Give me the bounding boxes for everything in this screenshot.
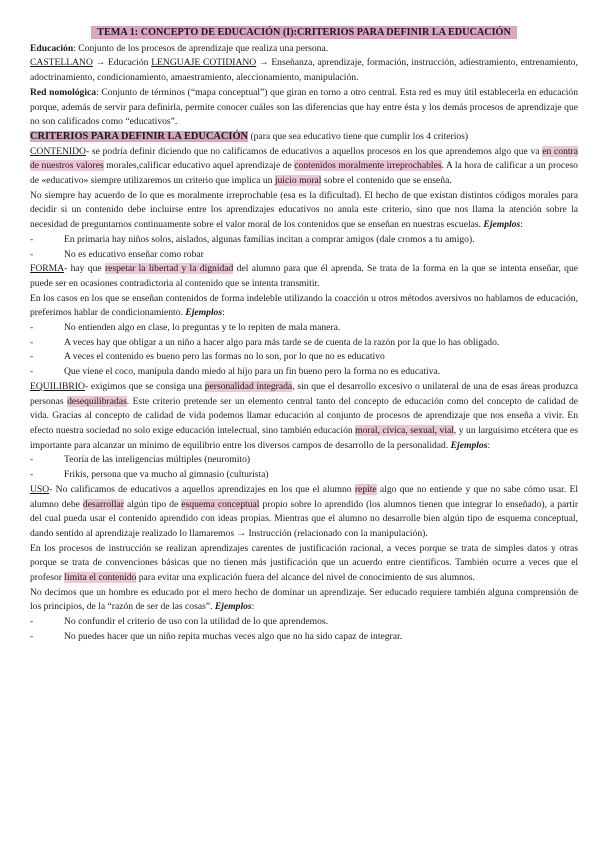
educacion-definition [30, 42, 578, 57]
term-contenido: CONTENIDO [30, 145, 86, 157]
contenido-text-2: morales,calificar educativo aquel aprendizaje de [103, 160, 295, 172]
title-row [30, 26, 578, 41]
list-dash: - [30, 233, 34, 245]
list-dash: - [30, 248, 34, 260]
list-item [30, 365, 578, 380]
contenido-highlight-1: en contra de nuestros valores [30, 145, 578, 172]
list-dash: - [30, 336, 34, 348]
uso-paragraph-2 [30, 542, 578, 586]
list-item-text: Frikis, persona que va mucho al gimnasio (culturista) [64, 469, 269, 481]
list-item [30, 630, 578, 645]
uso-text-4: propio sobre lo aprendido (los alumnos tienen que integrar lo enseñado), a partir del cual pueda usar el contenido aprendido con ideas propias. Mientras que el alumno no desarrolle bien algún tipo de esquema conceptual, dando sentido al aprendizaje realizado lo llamaremos → Instrucción (relacionado con la manipulación). [30, 498, 579, 539]
list-item-text: No es educativo enseñar como robar [64, 248, 204, 260]
list-dash: - [30, 616, 34, 628]
list-item-text: En primaria hay niños solos, aislados, algunas familias incitan a comprar amigos (dale cromos a tu amigo). [64, 233, 475, 245]
list-item-text: Que viene el coco, manipula dando miedo al hijo para un fin bueno pero la forma no es educativa. [64, 366, 441, 378]
list-item [30, 453, 578, 468]
forma-text-2: del alumno para que él aprenda. Se trata de la forma en la que se intenta enseñar, que puede ser en ocasiones contradictoria al contenido que se intenta transmitir. [30, 263, 578, 289]
equilibrio-paragraph: EQUILIBRIO- exigimos que se consiga una personalidad integrada, sin que el desarrollo excesivo o unilateral de una de esas áreas produzca personas desequilibradas. Este criterio pretende ser un elemento central tanto del concepto de educación como del concepto de calidad de vida. Gracias al concepto de calidad de vida podemos llamar educación al conjunto de procesos de aprendizaje que nos enseña a vivir. En efecto nuestra sociedad no solo exige educación intelectual, sino también educación moral, cívica, sexual, vial, y un larguísimo etcétera que es importante para alcanzar un mínimo de equilibrio entre los diversos campos de desarrollo de la personalidad. Ejemplos: [30, 380, 579, 451]
list-item [30, 233, 578, 248]
uso-highlight-1: repite [354, 483, 377, 495]
list-item-text: No confundir el criterio de uso con la utilidad de lo que aprendemos. [64, 616, 329, 628]
uso-p2-text-a: En los procesos de instrucción se realizan aprendizajes carentes de justificación racional, a veces porque se trata de simples datos y otras porque se trata de convenciones básicas que no tienen más justificación que un acuerdo entre científicos. También ocurre a veces que el profesor [30, 542, 578, 584]
list-item-text: A veces el contenido es bueno pero las formas no lo son, por lo que no es educativo [64, 351, 385, 363]
page-title: TEMA 1: CONCEPTO DE EDUCACIÓN (I):CRITERIOS PARA DEFINIR LA EDUCACIÓN [91, 26, 517, 39]
uso-text-2: algo que no entiende y que no sabe cómo usar. El alumno debe [30, 483, 579, 510]
document-page [30, 26, 578, 645]
red-nomologica-text: : Conjunto de términos (“mapa conceptual”) que giran en torno a otro central. Esta red es muy útil establecerla en educación porque, además de servir para definirla, permite conocer cuáles son las diferencias que hay entre ésta y los demás procesos de aprendizaje que no son calificados como “educativos”. [30, 86, 578, 128]
uso-text-1: - No calificamos de educativos a aquellos aprendizajes en los que el alumno [49, 483, 355, 495]
uso-paragraph-3: No decimos que un hombre es educado por el mero hecho de dominar un aprendizaje. Ser educado requiere también alguna comprensión de los principios, de la “razón de ser de las cosas”. Ejemplos: [30, 586, 578, 613]
list-dash: - [30, 366, 34, 378]
equilibrio-highlight-1: personalidad integrada [204, 380, 293, 392]
uso-p2-text-b: para evitar una explicación fuera del alcance del nivel de conocimiento de sus alumnos. [136, 572, 475, 584]
contenido-paragraph-2: No siempre hay acuerdo de lo que es moralmente irreprochable (esa es la dificultad). El hecho de que existan distintos códigos morales para decidir si un contenido debe incluirse entre los aprendizajes educativos no anula este criterio, sino que nos llama la atención sobre la necesidad de preguntarnos continuamente sobre el valor moral de los contenidos que se enseñan en nuestras escuelas. Ejemplos: [30, 189, 578, 231]
ejemplos-label: Ejemplos [450, 439, 488, 451]
ejemplos-label: Ejemplos [214, 601, 252, 613]
list-dash: - [30, 322, 34, 334]
term-equilibrio: EQUILIBRIO [30, 380, 85, 392]
term-red-nomologica: Red nomológica [30, 86, 97, 98]
uso-highlight-3: esquema conceptual [181, 498, 260, 510]
list-dash: - [30, 351, 34, 363]
contenido-highlight-2: contenidos moralmente irreprochables [294, 160, 442, 172]
list-item-text: Teoría de las inteligencias múltiples (neuromito) [64, 454, 251, 466]
criterios-heading: CRITERIOS PARA DEFINIR LA EDUCACIÓN [30, 130, 249, 142]
list-item [30, 321, 578, 336]
arrow-educacion: → Educación [92, 57, 152, 69]
criterios-note: (para que sea educativo tiene que cumplir los 4 criterios) [248, 130, 469, 142]
educacion-text: : Conjunto de los procesos de aprendizaje que realiza una persona. [73, 42, 329, 54]
uso-highlight-2: desarrollar [82, 498, 124, 510]
red-nomologica [30, 86, 578, 130]
castellano-line [30, 56, 578, 85]
list-item-text: A veces hay que obligar a un niño a hacer algo para más tarde se de cuenta de la razón por la que lo has obligado. [64, 336, 500, 348]
contenido-text-3: . A la hora de calificar a un proceso de «educativo» siempre utilizaremos un criterio que implica un [30, 160, 578, 187]
uso-paragraph [30, 483, 578, 542]
list-item [30, 468, 578, 483]
term-lenguaje-cotidiano: LENGUAJE COTIDIANO [151, 57, 257, 69]
equilibrio-highlight-3: moral, cívica, sexual, vial [355, 424, 454, 436]
term-educacion: Educación [30, 42, 74, 54]
uso-p2-highlight: limita el contenido [64, 572, 137, 584]
forma-paragraph-2: En los casos en los que se enseñan contenidos de forma indeleble utilizando la coacción u otros métodos aversivos no hablamos de educación, preferimos hablar de condicionamiento. Ejemplos: [30, 292, 578, 319]
list-item [30, 350, 578, 365]
ejemplos-label: Ejemplos [185, 307, 223, 319]
criterios-heading-line [30, 130, 578, 145]
contenido-paragraph [30, 145, 578, 189]
equilibrio-highlight-2: desequilibradas [67, 395, 127, 407]
lenguaje-list: → Enseñanza, aprendizaje, formación, instrucción, adiestramiento, entrenamiento, adoctrinamiento, condicionamiento, amaestramiento, aleccionamiento, manipulación. [30, 57, 579, 84]
uso-text-3: algún tipo de [123, 498, 182, 510]
list-dash: - [30, 454, 34, 466]
equilibrio-text-4: , y un larguísimo etcétera que es importante para alcanzar un mínimo de equilibrio entre los diversos campos de desarrollo de la personalidad. [30, 424, 578, 451]
forma-p2-text: En los casos en los que se enseñan contenidos de forma indeleble utilizando la coacción u otros métodos aversivos no hablamos de educación, preferimos hablar de condicionamiento. [30, 292, 578, 319]
contenido-text-4: sobre el contenido que se enseña. [321, 175, 452, 187]
list-item-text: No entienden algo en clase, lo preguntas y te lo repiten de mala manera. [64, 322, 341, 334]
list-item-text: No puedes hacer que un niño repita muchas veces algo que no ha sido capaz de integrar. [64, 630, 403, 642]
forma-highlight-1: respetar la libertad y la dignidad [104, 263, 234, 275]
list-item [30, 615, 578, 630]
equilibrio-text-2: , sin que el desarrollo excesivo o unilateral de una de esas áreas produzca personas [30, 380, 579, 407]
contenido-text-1: - se podría definir diciendo que no calificamos de educativos a aquellos procesos en los que aprendemos algo que va [85, 145, 543, 157]
forma-text-1: - hay que [64, 263, 105, 275]
term-forma: FORMA [30, 263, 65, 275]
forma-paragraph [30, 262, 578, 291]
list-dash: - [30, 630, 34, 642]
term-castellano: CASTELLANO [30, 57, 93, 69]
list-dash: - [30, 469, 34, 481]
list-item [30, 336, 578, 351]
uso-p3-text: No decimos que un hombre es educado por el mero hecho de dominar un aprendizaje. Ser educado requiere también alguna comprensión de los principios, de la “razón de ser de las cosas”. [30, 586, 578, 613]
equilibrio-text-1: - exigimos que se consiga una [84, 380, 205, 392]
equilibrio-text-3: . Este criterio pretende ser un elemento central tanto del concepto de educación como del concepto de calidad de vida. Gracias al concepto de calidad de vida podemos llamar educación al conjunto de procesos de aprendizaje que nos enseña a vivir. En efecto nuestra sociedad no solo exige educación intelectual, sino también educación [30, 395, 579, 436]
term-uso: USO [30, 483, 50, 495]
contenido-p2-text: No siempre hay acuerdo de lo que es moralmente irreprochable (esa es la dificultad). El hecho de que existan distintos códigos morales para decidir si un contenido debe incluirse entre los aprendizajes educativos no anula este criterio, sino que nos llama la atención sobre la necesidad de preguntarnos continuamente sobre el valor moral de los contenidos que se enseñan en nuestras escuelas. [30, 189, 578, 231]
list-item [30, 248, 578, 263]
ejemplos-label: Ejemplos [483, 219, 521, 231]
contenido-highlight-3: juicio moral [274, 175, 322, 187]
